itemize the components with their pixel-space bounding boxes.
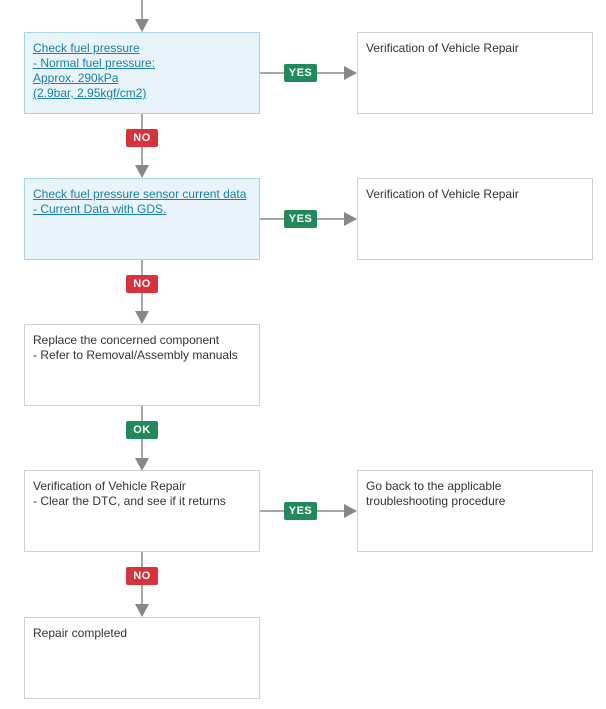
result-line: Verification of Vehicle Repair — [366, 41, 519, 55]
step-line[interactable]: (2.9bar, 2.95kgf/cm2) — [33, 86, 147, 100]
step-line[interactable]: Approx. 290kPa — [33, 71, 119, 85]
step-line: - Clear the DTC, and see if it returns — [33, 494, 226, 508]
result-line: Go back to the applicable — [366, 479, 502, 493]
yes-badge: YES — [284, 64, 317, 82]
ok-badge: OK — [126, 421, 158, 439]
step-line[interactable]: - Current Data with GDS. — [33, 202, 167, 216]
no-badge: NO — [126, 129, 158, 147]
yes-badge: YES — [284, 502, 317, 520]
step-check-sensor-data — [24, 178, 260, 260]
step-check-fuel-pressure — [24, 32, 260, 114]
step-line[interactable]: - Normal fuel pressure: — [33, 56, 156, 70]
result-go-back — [357, 470, 593, 552]
step-line[interactable]: Check fuel pressure — [33, 41, 140, 55]
step-line: - Refer to Removal/Assembly manuals — [33, 348, 238, 362]
step-line: Verification of Vehicle Repair — [33, 479, 186, 493]
result-line: Verification of Vehicle Repair — [366, 187, 519, 201]
no-badge: NO — [126, 275, 158, 293]
no-badge: NO — [126, 567, 158, 585]
step-line: Replace the concerned component — [33, 333, 220, 347]
step-replace-component — [24, 324, 260, 406]
result-verification-1 — [357, 32, 593, 114]
result-verification-2 — [357, 178, 593, 260]
step-line[interactable]: Check fuel pressure sensor current data — [33, 187, 247, 201]
step-repair-completed — [24, 617, 260, 699]
result-line: troubleshooting procedure — [366, 494, 506, 508]
yes-badge: YES — [284, 210, 317, 228]
step-verify-repair — [24, 470, 260, 552]
step-line: Repair completed — [33, 626, 128, 640]
